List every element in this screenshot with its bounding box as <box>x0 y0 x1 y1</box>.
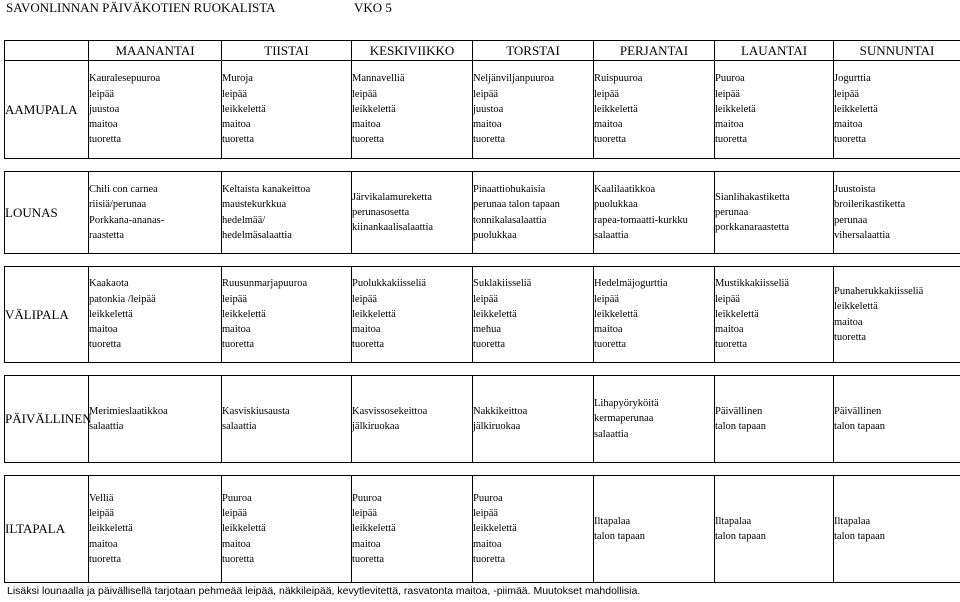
menu-cell <box>715 61 834 159</box>
menu-item: Päivällinen <box>715 405 763 417</box>
menu-item: leipää <box>715 293 741 305</box>
menu-item: Mannavelliä <box>352 73 405 85</box>
meal-row <box>5 267 960 363</box>
menu-item: Nakkikeittoa <box>473 405 528 417</box>
menu-cell <box>715 172 834 254</box>
menu-item: broilerikastiketta <box>834 199 906 211</box>
menu-item: porkkanaraastetta <box>715 222 790 234</box>
menu-cell <box>222 61 352 159</box>
menu-cell <box>89 476 222 583</box>
menu-item: Keltaista kanakeittoa <box>222 184 311 196</box>
menu-item: maitoa <box>222 324 251 336</box>
menu-cell <box>715 267 834 363</box>
menu-item: talon tapaan <box>594 531 646 542</box>
menu-item: tuoretta <box>715 134 748 146</box>
day-header: MAANANTAI <box>89 41 222 61</box>
meal-label: VÄLIPALA <box>5 267 89 363</box>
menu-item: Puuroa <box>222 492 252 504</box>
menu-item: maitoa <box>222 538 251 550</box>
meal-row <box>5 172 960 254</box>
menu-item: maitoa <box>352 119 381 131</box>
menu-item: Muroja <box>222 73 253 85</box>
menu-item: salaattia <box>594 428 629 440</box>
menu-item: talon tapaan <box>715 531 767 542</box>
menu-item: maitoa <box>89 324 118 336</box>
row-spacer <box>5 254 960 267</box>
menu-item: Lihapyöryköitä <box>594 398 659 410</box>
menu-cell <box>352 476 473 583</box>
menu-item: Neljänviljanpuuroa <box>473 73 555 85</box>
menu-cell <box>473 61 594 159</box>
menu-item: leikkeletä <box>715 103 756 115</box>
menu-item: perunasosetta <box>352 206 410 218</box>
menu-item: Suklakiisseliä <box>473 278 532 290</box>
menu-item: Iltapalaa <box>834 515 871 527</box>
footnote: Lisäksi lounaalla ja päivällisellä tarjotaan pehmeää leipää, näkkileipää, kevytlevitettä, rasvatonta maitoa, -piimää. Muutokset mahdollisia. <box>7 585 641 597</box>
menu-item: leikkelettä <box>222 523 266 535</box>
menu-item: leikkelettä <box>352 523 396 535</box>
meal-row <box>5 476 960 583</box>
menu-item: Puuroa <box>352 492 382 504</box>
spacer-cell <box>5 159 960 172</box>
menu-item: Puuroa <box>473 492 503 504</box>
menu-item: perunaa <box>834 214 868 226</box>
menu-item: tuoretta <box>715 339 748 351</box>
menu-item: perunaa talon tapaan <box>473 199 560 211</box>
day-header: KESKIVIIKKO <box>352 41 473 61</box>
menu-item: Hedelmäjogurttia <box>594 278 668 290</box>
menu-item: patonkia /leipää <box>89 293 156 305</box>
menu-item: leikkelettä <box>834 301 878 313</box>
menu-item: leikkelettä <box>222 103 266 115</box>
menu-item: jälkiruokaa <box>352 421 400 432</box>
menu-item: leipää <box>222 88 248 100</box>
menu-item: salaattia <box>222 421 257 432</box>
menu-item: Puolukkakiisseliä <box>352 278 427 290</box>
menu-cell <box>352 172 473 254</box>
menu-item: Järvikalamureketta <box>352 191 432 203</box>
menu-cell <box>352 61 473 159</box>
menu-item: puolukkaa <box>473 229 517 241</box>
spacer-cell <box>5 363 960 376</box>
menu-item: tuoretta <box>473 134 506 146</box>
menu-item: leipää <box>473 508 499 520</box>
menu-item: juustoa <box>473 103 504 115</box>
menu-cell <box>352 376 473 463</box>
menu-item: leipää <box>352 508 378 520</box>
menu-item: perunaa <box>715 206 749 218</box>
menu-cell <box>594 476 715 583</box>
day-header: TORSTAI <box>473 41 594 61</box>
menu-item: maitoa <box>222 119 251 131</box>
meal-label: LOUNAS <box>5 172 89 254</box>
meal-label: PÄIVÄLLINEN <box>5 376 89 463</box>
menu-item: jälkiruokaa <box>473 421 521 432</box>
menu-item: Iltapalaa <box>594 515 631 527</box>
spacer-cell <box>5 254 960 267</box>
menu-cell <box>715 376 834 463</box>
menu-item: tuoretta <box>834 134 867 146</box>
spacer-cell <box>5 463 960 476</box>
menu-cell <box>473 267 594 363</box>
menu-item: leikkelettä <box>222 308 266 320</box>
menu-item: tuoretta <box>834 331 867 343</box>
day-header: LAUANTAI <box>715 41 834 61</box>
menu-cell <box>222 476 352 583</box>
menu-item: maitoa <box>473 119 502 131</box>
menu-item: maitoa <box>715 119 744 131</box>
menu-item: leipää <box>473 88 499 100</box>
menu-item: leipää <box>715 88 741 100</box>
menu-cell <box>594 172 715 254</box>
menu-item: maitoa <box>715 324 744 336</box>
menu-cell <box>222 172 352 254</box>
menu-cell <box>594 267 715 363</box>
menu-cell <box>594 61 715 159</box>
menu-item: raastetta <box>89 229 124 241</box>
menu-item: Juustoista <box>834 184 876 196</box>
menu-item: tuoretta <box>89 134 122 146</box>
day-header: SUNNUNTAI <box>834 41 960 61</box>
menu-item: vihersalaattia <box>834 229 890 241</box>
menu-item: hedelmää/ <box>222 214 266 226</box>
menu-item: tuoretta <box>594 134 627 146</box>
corner-cell <box>5 41 89 61</box>
menu-item: leikkelettä <box>352 103 396 115</box>
menu-item: riisiä/perunaa <box>89 199 147 211</box>
menu-item: tuoretta <box>352 553 385 565</box>
menu-item: puolukkaa <box>594 199 638 211</box>
meal-label: ILTAPALA <box>5 476 89 583</box>
menu-item: leikkelettä <box>89 523 133 535</box>
menu-item: Ruispuuroa <box>594 73 643 85</box>
menu-item: leipää <box>352 293 378 305</box>
menu-item: Velliä <box>89 492 114 504</box>
menu-item: tuoretta <box>222 553 255 565</box>
menu-cell <box>222 376 352 463</box>
menu-item: Jogurttia <box>834 73 871 85</box>
meal-row <box>5 61 960 159</box>
menu-item: tuoretta <box>473 553 506 565</box>
menu-item: leikkelettä <box>594 308 638 320</box>
menu-item: maitoa <box>834 316 863 328</box>
menu-cell <box>89 376 222 463</box>
menu-item: leikkelettä <box>715 308 759 320</box>
menu-cell <box>834 172 960 254</box>
menu-item: leipää <box>352 88 378 100</box>
menu-item: tuoretta <box>89 339 122 351</box>
menu-cell <box>473 376 594 463</box>
menu-cell <box>89 61 222 159</box>
menu-cell <box>473 476 594 583</box>
menu-item: Iltapalaa <box>715 515 752 527</box>
meal-row <box>5 376 960 463</box>
menu-cell <box>834 267 960 363</box>
menu-item: tuoretta <box>222 339 255 351</box>
menu-item: maitoa <box>89 538 118 550</box>
menu-item: salaattia <box>89 421 124 432</box>
menu-item: juustoa <box>89 103 120 115</box>
menu-item: tuoretta <box>352 339 385 351</box>
menu-item: Ruusunmarjapuuroa <box>222 278 308 290</box>
menu-item: leikkelettä <box>89 308 133 320</box>
menu-item: maitoa <box>473 538 502 550</box>
day-header: TIISTAI <box>222 41 352 61</box>
day-header: PERJANTAI <box>594 41 715 61</box>
row-spacer <box>5 363 960 376</box>
menu-cell <box>89 267 222 363</box>
menu-item: maustekurkkua <box>222 199 287 211</box>
menu-item: Kasviskiusausta <box>222 405 290 417</box>
menu-item: maitoa <box>352 324 381 336</box>
menu-item: maitoa <box>594 324 623 336</box>
menu-cell <box>834 376 960 463</box>
menu-item: leikkelettä <box>352 308 396 320</box>
menu-item: kiinankaalisalaattia <box>352 222 434 234</box>
menu-item: Kauralesepuuroa <box>89 73 161 85</box>
menu-item: Pinaattiohukaisia <box>473 184 546 196</box>
page-title: SAVONLINNAN PÄIVÄKOTIEN RUOKALISTA <box>6 0 276 15</box>
menu-item: salaattia <box>594 229 629 241</box>
menu-table <box>4 40 960 583</box>
menu-cell <box>89 172 222 254</box>
menu-item: leipää <box>89 508 115 520</box>
menu-item: maitoa <box>594 119 623 131</box>
menu-cell <box>352 267 473 363</box>
menu-item: leipää <box>473 293 499 305</box>
menu-item: leipää <box>594 88 620 100</box>
menu-item: kermaperunaa <box>594 413 654 425</box>
menu-item: maitoa <box>352 538 381 550</box>
row-spacer <box>5 159 960 172</box>
menu-item: talon tapaan <box>834 421 886 432</box>
menu-item: leipää <box>222 508 248 520</box>
menu-item: tuoretta <box>222 134 255 146</box>
menu-item: tuoretta <box>594 339 627 351</box>
menu-item: Punaherukkakiisseliä <box>834 286 924 298</box>
row-spacer <box>5 463 960 476</box>
week-label: VKO 5 <box>354 0 392 15</box>
menu-item: leipää <box>834 88 860 100</box>
menu-item: maitoa <box>89 119 118 131</box>
menu-item: leikkelettä <box>473 523 517 535</box>
menu-cell <box>222 267 352 363</box>
menu-item: Porkkana-ananas- <box>89 214 165 226</box>
menu-item: leipää <box>222 293 248 305</box>
menu-cell <box>834 61 960 159</box>
menu-item: leipää <box>89 88 115 100</box>
menu-item: tuoretta <box>89 553 122 565</box>
menu-item: hedelmäsalaattia <box>222 229 292 241</box>
menu-item: Sianlihakastiketta <box>715 191 790 203</box>
menu-item: rapea-tomaatti-kurkku <box>594 214 688 226</box>
menu-item: tuoretta <box>352 134 385 146</box>
menu-item: Chili con carnea <box>89 184 158 196</box>
menu-item: Merimieslaatikkoa <box>89 405 168 417</box>
menu-cell <box>594 376 715 463</box>
meal-label: AAMUPALA <box>5 61 89 159</box>
menu-item: leipää <box>594 293 620 305</box>
menu-item: leikkelettä <box>594 103 638 115</box>
menu-item: mehua <box>473 324 501 336</box>
menu-item: leikkelettä <box>473 308 517 320</box>
menu-item: Päivällinen <box>834 405 882 417</box>
menu-item: Kasvissosekeittoa <box>352 405 428 417</box>
menu-cell <box>715 476 834 583</box>
menu-item: leikkelettä <box>834 103 878 115</box>
menu-cell <box>473 172 594 254</box>
menu-item: talon tapaan <box>715 421 767 432</box>
menu-item: talon tapaan <box>834 531 886 542</box>
menu-item: maitoa <box>834 119 863 131</box>
menu-item: Kaalilaatikkoa <box>594 184 656 196</box>
menu-item: tonnikalasalaattia <box>473 214 547 226</box>
menu-item: Mustikkakiisseliä <box>715 278 790 290</box>
days-header-row <box>5 41 960 61</box>
menu-cell <box>834 476 960 583</box>
menu-item: tuoretta <box>473 339 506 351</box>
menu-item: Kaakaota <box>89 278 129 290</box>
menu-item: Puuroa <box>715 73 745 85</box>
